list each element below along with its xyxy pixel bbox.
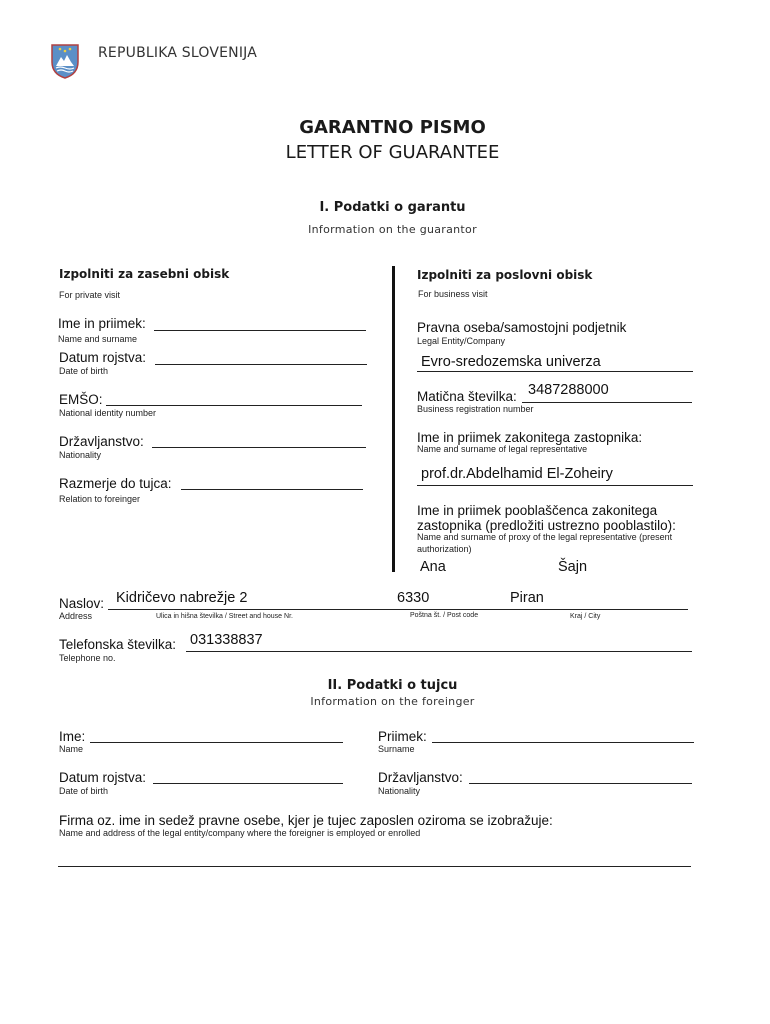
- guarantor-relation-sublabel: Relation to foreinger: [59, 494, 141, 504]
- foreigner-dob-field[interactable]: [153, 783, 343, 784]
- address-sublabel: Address: [59, 611, 93, 621]
- foreigner-name-field[interactable]: [90, 742, 343, 743]
- employer-sublabel: Name and address of the legal entity/company where the foreigner is employed or enrolled: [59, 828, 421, 838]
- address-city-value[interactable]: Piran: [510, 590, 544, 606]
- foreigner-nationality-label: Državljanstvo:: [378, 770, 463, 785]
- guarantor-nationality-sublabel: Nationality: [59, 450, 102, 460]
- country-name: REPUBLIKA SLOVENIJA: [98, 45, 258, 61]
- guarantor-name-field[interactable]: [154, 330, 366, 331]
- legal-entity-label: Pravna oseba/samostojni podjetnik: [417, 320, 627, 335]
- registration-number-sublabel: Business registration number: [417, 404, 534, 414]
- representative-label: Ime in priimek zakonitega zastopnika:: [417, 430, 643, 445]
- guarantor-emso-label: EMŠO:: [59, 392, 103, 407]
- address-street-value[interactable]: Kidričevo nabrežje 2: [116, 590, 248, 606]
- foreigner-surname-field[interactable]: [432, 742, 694, 743]
- registration-number-value[interactable]: 3487288000: [528, 382, 609, 398]
- foreigner-surname-label: Priimek:: [378, 729, 427, 744]
- guarantor-name-sublabel: Name and surname: [58, 334, 138, 344]
- proxy-label-line1: Ime in priimek pooblaščenca zakonitega: [417, 503, 658, 518]
- guarantor-dob-sublabel: Date of birth: [59, 366, 109, 376]
- business-visit-heading: Izpolniti za poslovni obisk: [417, 268, 593, 282]
- foreigner-dob-sublabel: Date of birth: [59, 786, 109, 796]
- column-divider: [392, 266, 395, 572]
- private-visit-subheading: For private visit: [59, 290, 121, 300]
- address-field[interactable]: [108, 609, 688, 610]
- address-postcode-value[interactable]: 6330: [397, 590, 430, 606]
- foreigner-name-sublabel: Name: [59, 744, 84, 754]
- representative-field[interactable]: [417, 485, 693, 486]
- legal-entity-field[interactable]: [417, 371, 693, 372]
- legal-entity-sublabel: Legal Entity/Company: [417, 336, 506, 346]
- private-visit-heading: Izpolniti za zasebni obisk: [59, 267, 230, 281]
- guarantor-name-label: Ime in priimek:: [58, 316, 146, 331]
- section1-subheading: Information on the guarantor: [308, 223, 477, 236]
- legal-entity-value[interactable]: Evro-sredozemska univerza: [421, 354, 601, 370]
- foreigner-nationality-field[interactable]: [469, 783, 692, 784]
- city-sublabel: Kraj / City: [570, 613, 601, 620]
- proxy-sublabel-line1: Name and surname of proxy of the legal representative (present: [417, 532, 673, 542]
- representative-value[interactable]: prof.dr.Abdelhamid El-Zoheiry: [421, 466, 613, 482]
- foreigner-dob-label: Datum rojstva:: [59, 770, 147, 785]
- phone-label: Telefonska številka:: [59, 637, 177, 652]
- guarantor-emso-sublabel: National identity number: [59, 408, 157, 418]
- foreigner-name-label: Ime:: [59, 729, 86, 744]
- section1-heading: I. Podatki o garantu: [319, 200, 466, 215]
- section2-subheading: Information on the foreinger: [310, 695, 475, 708]
- street-sublabel: Ulica in hišna številka / Street and house Nr.: [156, 613, 293, 620]
- guarantor-relation-field[interactable]: [181, 489, 363, 490]
- registration-number-label: Matična številka:: [417, 389, 517, 404]
- proxy-label-line2: zastopnika (predložiti ustrezno pooblastilo):: [417, 518, 676, 533]
- phone-value[interactable]: 031338837: [190, 632, 263, 648]
- employer-field[interactable]: [58, 866, 691, 867]
- guarantor-dob-field[interactable]: [155, 364, 367, 365]
- guarantor-relation-label: Razmerje do tujca:: [59, 476, 172, 491]
- proxy-first-name-value[interactable]: Ana: [420, 559, 446, 575]
- proxy-sublabel-line2: authorization): [417, 544, 472, 554]
- foreigner-surname-sublabel: Surname: [378, 744, 415, 754]
- guarantor-dob-label: Datum rojstva:: [59, 350, 147, 365]
- address-label: Naslov:: [59, 596, 105, 611]
- document-title: GARANTNO PISMO: [299, 117, 486, 138]
- section2-heading: II. Podatki o tujcu: [327, 678, 458, 693]
- guarantor-nationality-field[interactable]: [152, 447, 366, 448]
- phone-field[interactable]: [186, 651, 692, 652]
- employer-label: Firma oz. ime in sedež pravne osebe, kjer je tujec zaposlen oziroma se izobražuje:: [59, 813, 553, 828]
- foreigner-nationality-sublabel: Nationality: [378, 786, 421, 796]
- registration-number-field[interactable]: [522, 402, 692, 403]
- guarantor-emso-field[interactable]: [106, 405, 362, 406]
- document-subtitle: LETTER OF GUARANTEE: [285, 142, 500, 163]
- business-visit-subheading: For business visit: [418, 289, 488, 299]
- phone-sublabel: Telephone no.: [59, 653, 116, 663]
- postcode-sublabel: Poštna št. / Post code: [410, 612, 479, 619]
- coat-of-arms-icon: [49, 42, 81, 80]
- guarantor-nationality-label: Državljanstvo:: [59, 434, 144, 449]
- proxy-last-name-value[interactable]: Šajn: [558, 559, 588, 575]
- representative-sublabel: Name and surname of legal representative: [417, 444, 588, 454]
